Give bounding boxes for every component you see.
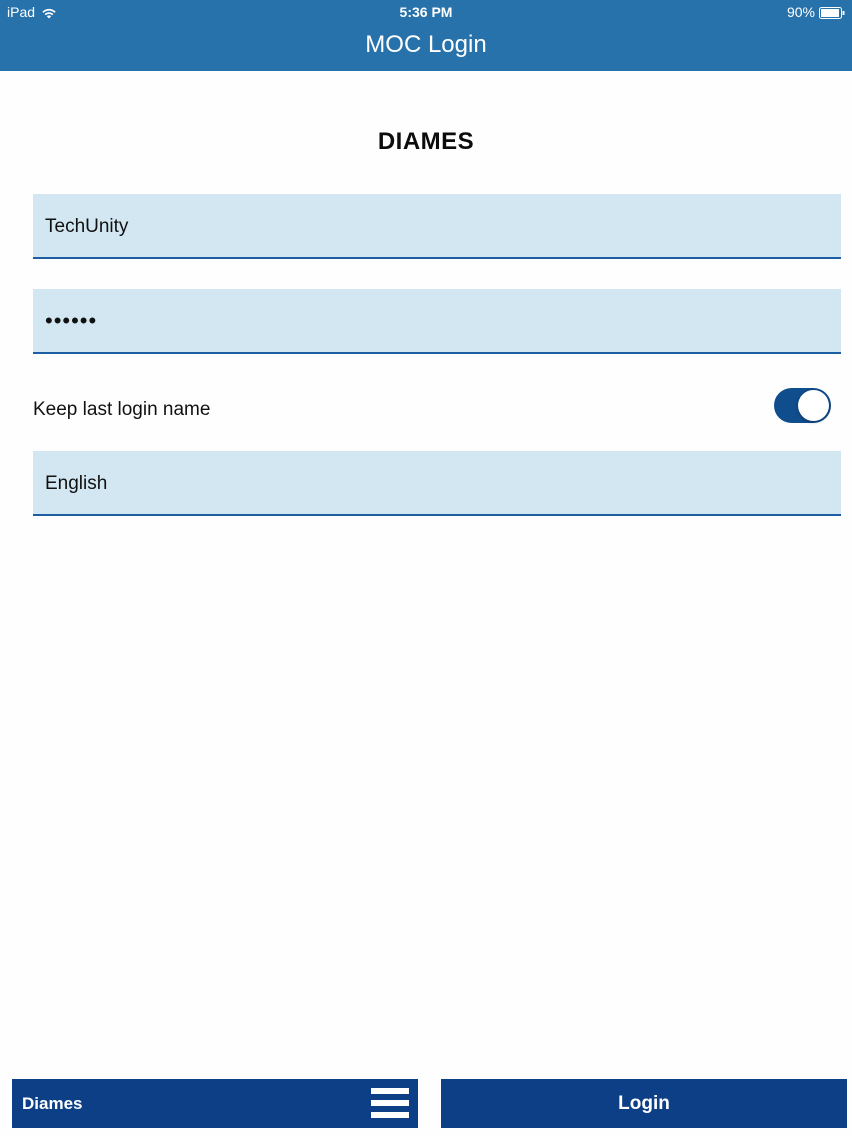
page-title: MOC Login	[365, 31, 487, 58]
device-name: iPad	[7, 4, 36, 20]
login-button-label: Login	[618, 1093, 670, 1114]
status-bar	[0, 0, 852, 24]
menu-button[interactable]	[12, 1079, 418, 1128]
login-button[interactable]	[441, 1079, 847, 1128]
username-value: TechUnity	[45, 216, 129, 237]
app-name-heading: DIAMES	[377, 128, 475, 155]
header-bar	[0, 0, 852, 71]
language-value: English	[45, 473, 108, 494]
status-time: 5:36 PM	[399, 4, 453, 20]
menu-button-label: Diames	[22, 1094, 83, 1113]
keep-login-row	[33, 385, 841, 435]
keep-login-label: Keep last login name	[33, 399, 211, 420]
status-right	[787, 4, 845, 20]
battery-icon	[819, 6, 845, 18]
language-select[interactable]	[33, 451, 841, 516]
username-input[interactable]	[33, 194, 841, 259]
password-value: ••••••	[45, 308, 98, 333]
battery-percent: 90%	[786, 4, 815, 20]
password-input[interactable]	[33, 289, 841, 354]
hamburger-menu-icon	[371, 1088, 409, 1119]
keep-login-toggle[interactable]	[774, 388, 831, 423]
toggle-knob	[798, 390, 829, 421]
